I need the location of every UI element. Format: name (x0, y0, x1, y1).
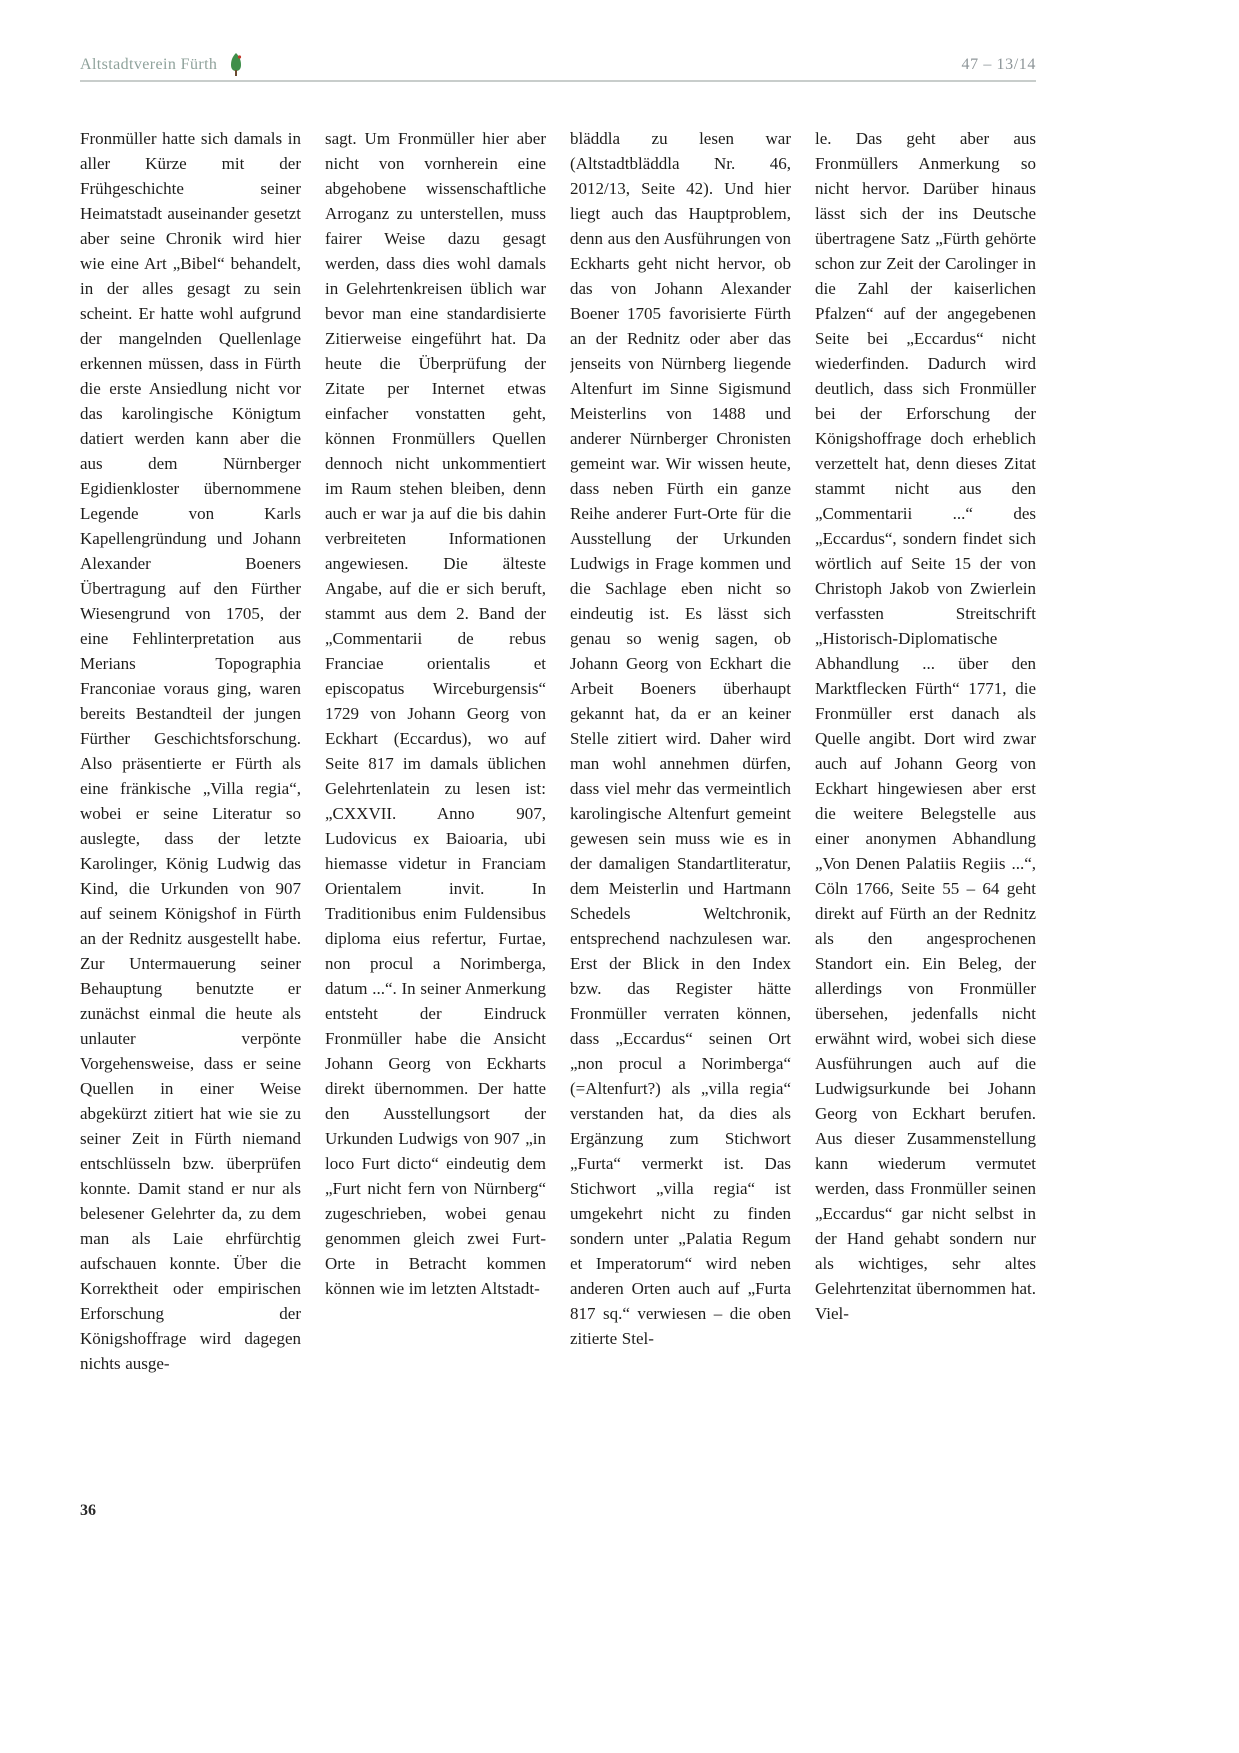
header-divider (80, 80, 1036, 82)
header-left-group (80, 50, 245, 74)
altstadtverein-tree-logo-icon (227, 52, 245, 76)
publication-name: Altstadtverein Fürth (80, 56, 218, 73)
text-column-2: sagt. Um Fronmüller hier aber nicht von vornherein eine abgehobene wissenschaftliche Arroganz zu unterstellen, muss fairer Weise dazu gesagt werden, dass dies wohl damals in Gelehrtenkreisen üblich war bevor man eine standardisierte Zitierweise eingeführt hat. Da heute die Überprüfung der Zitate per Internet etwas einfacher vonstatten geht, können Fronmüllers Quellen dennoch nicht unkommentiert im Raum stehen bleiben, denn auch er war ja auf die bis dahin verbreiteten Informationen angewiesen. Die älteste Angabe, auf die er sich beruft, stammt aus dem 2. Band der „Commentarii de rebus Franciae orientalis et episcopatus Wirceburgensis“ 1729 von Johann Georg von Eckhart (Eccardus), wo auf Seite 817 im damals üblichen Gelehrtenlatein zu lesen ist: „CXXVII. Anno 907, Ludovicus ex Baioaria, ubi hiemasse videtur in Franciam Orientalem invit. In Traditionibus enim Fuldensibus diploma eius refertur, Furtae, non procul a Norimberga, datum ...“. In seiner Anmerkung entsteht der Eindruck Fronmüller habe die Ansicht Johann Georg von Eckharts direkt übernommen. Der hatte den Ausstellungsort der Urkunden Ludwigs von 907 „in loco Furt dicto“ eindeutig dem „Furt nicht fern von Nürnberg“ zugeschrieben, wobei genau genommen gleich zwei Furt-Orte in Betracht kommen können wie im letzten Altstadt- (325, 129, 546, 1298)
text-column-4: le. Das geht aber aus Fronmüllers Anmerkung so nicht hervor. Darüber hinaus lässt sich der ins Deutsche übertragene Satz „Fürth gehörte schon zur Zeit der Carolinger in die Zahl der kaiserlichen Pfalzen“ auf der angegebenen Seite bei „Eccardus“ nicht wiederfinden. Dadurch wird deutlich, dass sich Fronmüller bei der Erforschung der Königshoffrage doch erheblich verzettelt hat, denn dieses Zitat stammt nicht aus den „Commentarii ...“ des „Eccardus“, sondern findet sich wörtlich auf Seite 15 der von Christoph Jakob von Zwierlein verfassten Streitschrift „Historisch-Diplomatische Abhandlung ... über den Marktflecken Fürth“ 1771, die Fronmüller erst danach als Quelle angibt. Dort wird zwar auch auf Johann Georg von Eckhart hingewiesen aber erst die weitere Belegstelle aus einer anonymen Abhandlung „Von Denen Palatiis Regiis ...“, Cöln 1766, Seite 55 – 64 geht direkt auf Fürth an der Rednitz als den angesprochenen Standort ein. Ein Beleg, der allerdings von Fronmüller übersehen, jedenfalls nicht erwähnt wird, wobei sich diese Ausführungen auch auf die Ludwigsurkunde bei Johann Georg von Eckhart berufen. Aus dieser Zusammenstellung kann wiederum vermutet werden, dass Fronmüller seinen „Eccardus“ gar nicht selbst in der Hand gehabt sondern nur als wichtiges, sehr altes Gelehrtenzitat übernommen hat. Viel- (815, 129, 1036, 1323)
page-header (80, 50, 1036, 74)
text-column-1: Fronmüller hatte sich damals in aller Kürze mit der Frühgeschichte seiner Heimatstadt auseinander gesetzt aber seine Chronik wird hier wie eine Art „Bibel“ behandelt, in der alles gesagt zu sein scheint. Er hatte wohl aufgrund der mangelnden Quellenlage erkennen müssen, dass in Fürth die erste Ansiedlung nicht vor das karolingische Königtum datiert werden kann aber die aus dem Nürnberger Egidienkloster übernommene Legende von Karls Kapellengründung und Johann Alexander Boeners Übertragung auf den Fürther Wiesengrund von 1705, der eine Fehlinterpretation aus Merians Topographia Franconiae voraus ging, waren bereits Bestandteil der jungen Fürther Geschichtsforschung. Also präsentierte er Fürth als eine fränkische „Villa regia“, wobei er seine Literatur so auslegte, dass der letzte Karolinger, König Ludwig das Kind, die Urkunden von 907 auf seinem Königshof in Fürth an der Rednitz ausgestellt habe. Zur Untermauerung seiner Behauptung benutzte er zunächst einmal die heute als unlauter verpönte Vorgehensweise, dass er seine Quellen in einer Weise abgekürzt zitiert hat wie sie zu seiner Zeit in Fürth niemand entschlüsseln bzw. überprüfen konnte. Damit stand er nur als belesener Gelehrter da, zu dem man als Laie ehrfürchtig aufschauen konnte. Über die Korrektheit oder empirischen Erforschung der Königshoffrage wird dagegen nichts ausge- (80, 129, 301, 1373)
issue-number: 47 – 13/14 (961, 56, 1036, 73)
page-number: 36 (80, 1502, 96, 1519)
article-body (80, 126, 1036, 1458)
text-column-3: bläddla zu lesen war (Altstadtbläddla Nr. 46, 2012/13, Seite 42). Und hier liegt auch das Hauptproblem, denn aus den Ausführungen von Eckharts geht nicht hervor, ob das von Johann Alexander Boener 1705 favorisierte Fürth an der Rednitz oder aber das jenseits von Nürnberg liegende Altenfurt im Sinne Sigismund Meisterlins von 1488 und anderer Nürnberger Chronisten gemeint war. Wir wissen heute, dass neben Fürth ein ganze Reihe anderer Furt-Orte für die Ausstellung der Urkunden Ludwigs in Frage kommen und die Sachlage eben nicht so eindeutig ist. Es lässt sich genau so wenig sagen, ob Johann Georg von Eckhart die Arbeit Boeners überhaupt gekannt hat, da er an keiner Stelle zitiert wird. Daher wird man wohl annehmen dürfen, dass viel mehr das vermeintlich karolingische Altenfurt gemeint gewesen sein muss wie es in der damaligen Standartliteratur, dem Meisterlin und Hartmann Schedels Weltchronik, entsprechend nachzulesen war. Erst der Blick in den Index bzw. das Register hätte Fronmüller verraten können, dass „Eccardus“ seinen Ort „non procul a Norimberga“ (=Altenfurt?) als „villa regia“ verstanden hat, da dies als Ergänzung zum Stichwort „Furta“ vermerkt ist. Das Stichwort „villa regia“ ist umgekehrt nicht zu finden sondern unter „Palatia Regum et Imperatorum“ wird neben anderen Orten auch auf „Furta 817 sq.“ verwiesen – die oben zitierte Stel- (570, 129, 791, 1348)
